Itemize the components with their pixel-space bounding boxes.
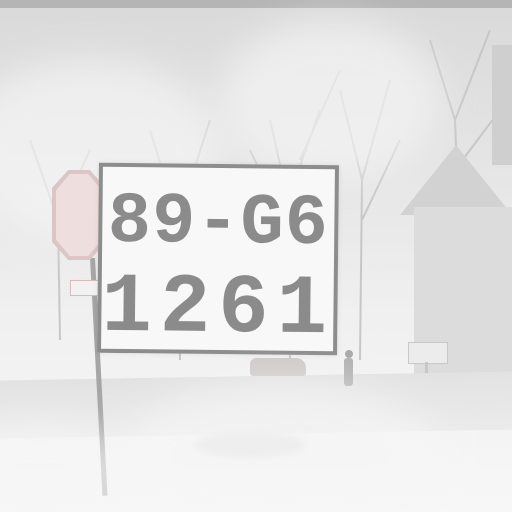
pedestrian-body [344, 358, 353, 386]
pedestrian [344, 350, 354, 386]
plate-line-1: 89-G6 [107, 180, 330, 266]
number-plate-sign [97, 163, 339, 359]
stop-sign-face [56, 174, 102, 256]
parked-car [250, 358, 306, 376]
plate-line-2: 1261 [100, 260, 336, 359]
mailbox [408, 342, 448, 364]
house-roof [400, 145, 512, 215]
pedestrian-head [345, 350, 353, 358]
